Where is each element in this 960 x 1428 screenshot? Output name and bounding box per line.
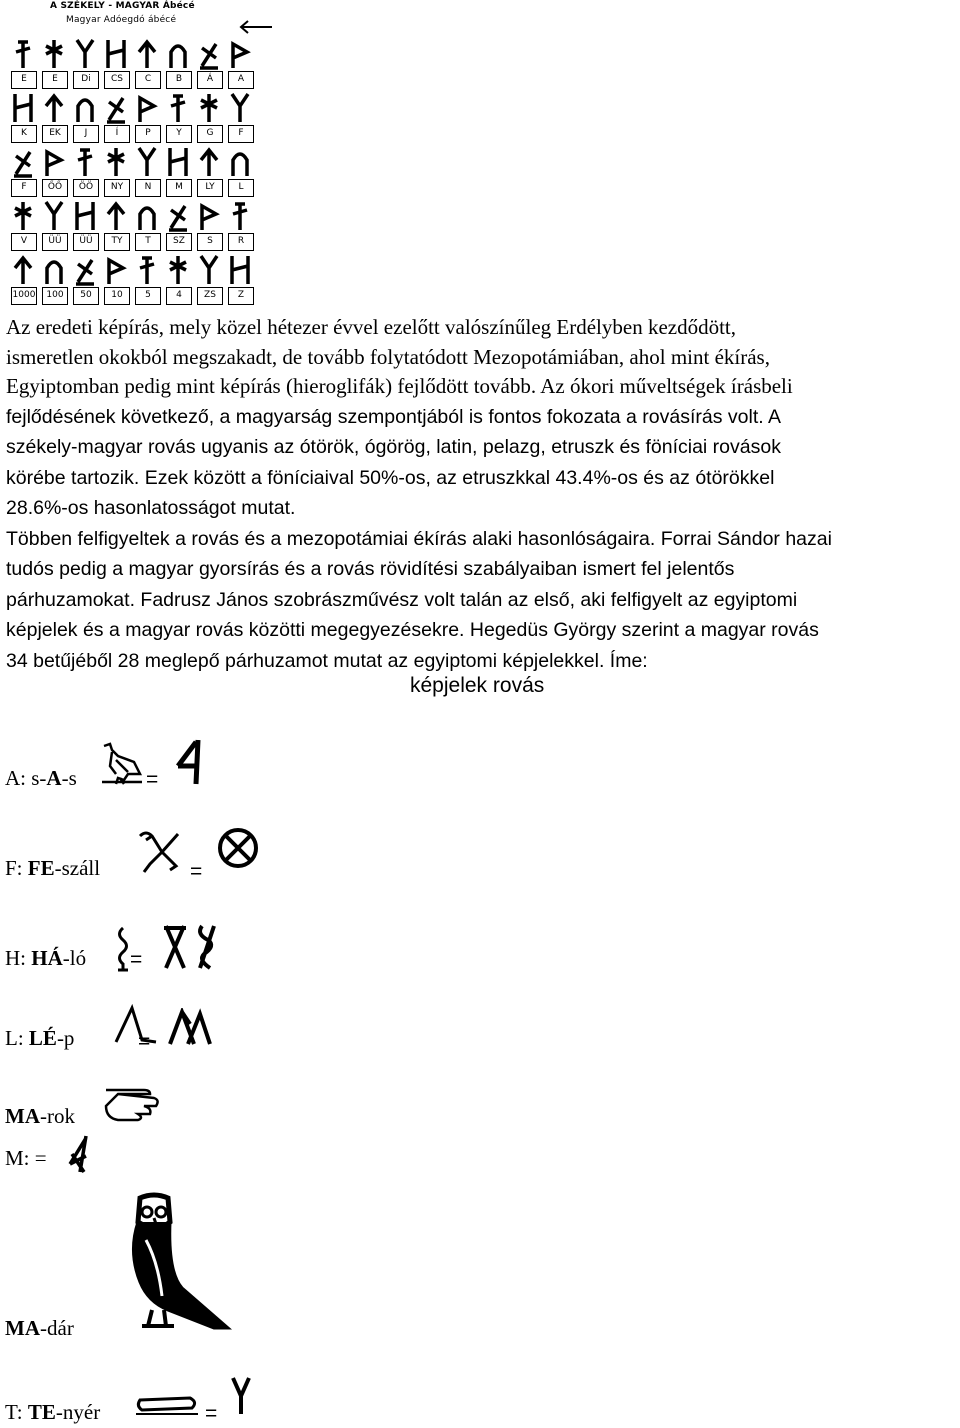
rune-latin-label: 4 xyxy=(166,287,192,305)
rune-latin-label: N xyxy=(135,179,161,197)
rune-chart-cell xyxy=(8,38,38,90)
rune-glyph-icon xyxy=(134,38,160,70)
rune-latin-label: R xyxy=(228,233,254,251)
rune-glyph-icon xyxy=(134,254,160,286)
intro-line: székely-magyar rovás ugyanis az ótörök, ógörög, latin, pelazg, etruszk és föníciai rovások xyxy=(6,436,781,458)
rune-chart-cell xyxy=(163,92,193,144)
rune-chart-row xyxy=(8,146,273,198)
rune-latin-label: E xyxy=(42,71,68,89)
rune-latin-label: Z xyxy=(228,287,254,305)
rune-latin-label: ZS xyxy=(197,287,223,305)
rune-glyph-icon xyxy=(72,254,98,286)
rune-glyph-icon xyxy=(196,92,222,124)
rune-latin-label: E xyxy=(11,71,37,89)
owl-hieroglyph-icon xyxy=(118,1192,238,1330)
rune-latin-label: B xyxy=(166,71,192,89)
rune-glyph-icon xyxy=(165,254,191,286)
equals-sign: = xyxy=(146,768,159,791)
rune-chart-row xyxy=(8,92,273,144)
rune-chart-cell xyxy=(194,92,224,144)
intro-line: Többen felfigyeltek a rovás és a mezopotámiai ékírás alaki hasonlóságaira. Forrai Sándor hazai xyxy=(6,527,832,550)
rune-chart-cell xyxy=(39,92,69,144)
rune-latin-label: Í xyxy=(104,125,130,143)
intro-line: fejlődésének következő, a magyarság szempontjából is fontos fokozata a rovásírás volt. A xyxy=(6,405,782,428)
rune-latin-label: 50 xyxy=(73,287,99,305)
rune-chart-cell xyxy=(39,146,69,198)
rune-latin-label: V xyxy=(11,233,37,251)
rune-glyph-icon xyxy=(227,254,253,286)
intro-line: ismeretlen okokból megszakadt, de tovább folytatódott Mezopotámiában, ahol mint ékírás, xyxy=(6,344,770,369)
rune-chart-cell xyxy=(225,38,255,90)
rune-glyph-icon xyxy=(41,38,67,70)
rune-latin-label: 5 xyxy=(135,287,161,305)
rune-glyph-icon xyxy=(196,200,222,232)
foot-hieroglyph-icon xyxy=(112,1004,158,1046)
rune-latin-label: S xyxy=(197,233,223,251)
rune-latin-label: CS xyxy=(104,71,130,89)
chart-heading: A SZÉKELY - MAGYAR Ábécé xyxy=(50,1,195,11)
rune-glyph-icon xyxy=(196,38,222,70)
rune-chart-cell xyxy=(132,254,162,306)
rune-glyph-icon xyxy=(165,92,191,124)
chart-subheading: Magyar Adóegdó ábécé xyxy=(66,15,177,25)
left-arrow-icon xyxy=(238,20,274,34)
rune-chart-cell xyxy=(132,92,162,144)
pair-a-label: A: s-A-s xyxy=(5,766,77,790)
pair-m-label: M: = xyxy=(5,1146,47,1170)
rune-chart-cell xyxy=(101,146,131,198)
rune-glyph-icon xyxy=(41,92,67,124)
rune-latin-label: Á xyxy=(197,71,223,89)
rune-latin-label: LY xyxy=(197,179,223,197)
rune-a-icon xyxy=(172,738,206,788)
intro-line: képjelek és a magyar rovás közötti megegyezésekre. Hegedüs György szerint a magyar rovás xyxy=(6,619,819,641)
rune-chart-cell xyxy=(8,254,38,306)
rune-glyph-icon xyxy=(134,92,160,124)
rune-chart-cell xyxy=(70,146,100,198)
rune-chart-cell xyxy=(163,200,193,252)
column-headers xyxy=(410,674,544,698)
rune-glyph-icon xyxy=(165,200,191,232)
rune-latin-label: 100 xyxy=(42,287,68,305)
intro-line: Az eredeti képírás, mely közel hétezer évvel ezelőtt valószínűleg Erdélyben kezdődött, xyxy=(6,315,737,339)
rune-chart-cell xyxy=(39,200,69,252)
rune-glyph-icon xyxy=(227,38,253,70)
rune-chart-cell xyxy=(163,146,193,198)
intro-line: párhuzamokat. Fadrusz János szobrászművész volt talán az első, aki felfigyelt az egyiptomi xyxy=(6,588,798,611)
rune-chart-cell xyxy=(225,200,255,252)
flying-bird-hieroglyph-icon xyxy=(136,830,182,874)
rune-chart-cell xyxy=(70,38,100,90)
equals-sign: = xyxy=(130,948,143,971)
pair-marok-label: MA-rok xyxy=(5,1104,75,1128)
hand-hieroglyph-icon xyxy=(104,1084,160,1124)
rune-latin-label: ŐŐ xyxy=(42,179,68,197)
rune-latin-label: NY xyxy=(104,179,130,197)
rune-chart-cell xyxy=(132,200,162,252)
column-header-runes: rovás xyxy=(492,674,545,697)
column-header-hieroglyphs: képjelek xyxy=(410,674,488,697)
rune-latin-label: A xyxy=(228,71,254,89)
rune-latin-label: EK xyxy=(42,125,68,143)
rune-latin-label: TY xyxy=(104,233,130,251)
rune-glyph-icon xyxy=(227,200,253,232)
intro-line: 34 betűjéből 28 meglepő párhuzamot mutat az egyiptomi képjelekkel. Íme: xyxy=(6,649,648,672)
rune-chart-cell xyxy=(70,200,100,252)
rune-glyph-icon xyxy=(10,146,36,178)
rune-glyph-icon xyxy=(103,146,129,178)
pair-f-label: F: FE-száll xyxy=(5,856,101,880)
rune-glyph-icon xyxy=(72,92,98,124)
pair-t-label: T: TE-nyér xyxy=(5,1400,101,1424)
rune-glyph-icon xyxy=(72,38,98,70)
rune-chart-cell xyxy=(194,146,224,198)
rune-chart-cell xyxy=(8,200,38,252)
rune-h-icon xyxy=(162,924,222,970)
rune-glyph-icon xyxy=(134,200,160,232)
equals-sign: = xyxy=(205,1402,218,1425)
bread-loaf-hieroglyph-icon xyxy=(134,1392,200,1418)
rune-latin-label: 10 xyxy=(104,287,130,305)
rune-t-icon xyxy=(230,1376,252,1416)
rune-glyph-icon xyxy=(103,200,129,232)
rune-latin-label: G xyxy=(197,125,223,143)
rune-glyph-icon xyxy=(134,146,160,178)
rune-glyph-icon xyxy=(10,200,36,232)
rune-glyph-icon xyxy=(10,92,36,124)
rune-chart-cell xyxy=(70,92,100,144)
rune-chart-cell xyxy=(132,38,162,90)
rune-chart-cell xyxy=(194,200,224,252)
pair-h-label: H: HÁ-ló xyxy=(5,946,87,970)
rune-chart-cell xyxy=(101,92,131,144)
rune-l-icon xyxy=(168,1008,212,1046)
rune-m-icon xyxy=(66,1134,92,1174)
rune-chart-cell xyxy=(101,200,131,252)
rune-chart-cell xyxy=(225,92,255,144)
rune-latin-label: P xyxy=(135,125,161,143)
rune-glyph-icon xyxy=(10,254,36,286)
rune-glyph-icon xyxy=(227,92,253,124)
equals-sign: = xyxy=(138,1030,151,1053)
rune-latin-label: K xyxy=(11,125,37,143)
rune-latin-label: M xyxy=(166,179,192,197)
rune-f-icon xyxy=(216,826,260,870)
rune-glyph-icon xyxy=(103,254,129,286)
rune-latin-label: C xyxy=(135,71,161,89)
vulture-hieroglyph-icon xyxy=(98,742,144,786)
rune-chart-cell xyxy=(39,254,69,306)
rune-latin-label: ÖÖ xyxy=(73,179,99,197)
equals-sign: = xyxy=(190,860,203,883)
rune-glyph-icon xyxy=(196,254,222,286)
rune-chart-cell xyxy=(194,38,224,90)
rune-chart-cell xyxy=(194,254,224,306)
rune-glyph-icon xyxy=(227,146,253,178)
rune-latin-label: F xyxy=(11,179,37,197)
rune-glyph-icon xyxy=(165,146,191,178)
rune-glyph-icon xyxy=(72,200,98,232)
pair-l-label: L: LÉ-p xyxy=(5,1026,75,1050)
rune-glyph-icon xyxy=(41,254,67,286)
intro-line: körébe tartozik. Ezek között a föníciaival 50%-os, az etruszkkal 43.4%-os és az ótörökkel xyxy=(6,466,775,489)
rune-glyph-icon xyxy=(72,146,98,178)
rune-chart-cell xyxy=(225,146,255,198)
rune-glyph-icon xyxy=(103,92,129,124)
rune-latin-label: F xyxy=(228,125,254,143)
rune-latin-label: Di xyxy=(73,71,99,89)
rune-glyph-icon xyxy=(165,38,191,70)
rune-chart-cell xyxy=(8,146,38,198)
rune-latin-label: SZ xyxy=(166,233,192,251)
rune-chart-cell xyxy=(163,254,193,306)
rune-chart-row xyxy=(8,254,273,306)
rune-latin-label: J xyxy=(73,125,99,143)
intro-line: tudós pedig a magyar gyorsírás és a rovás rövidítési szabályaiban ismert fel jelentős xyxy=(6,558,735,580)
intro-paragraph xyxy=(6,313,960,676)
rune-latin-label: L xyxy=(228,179,254,197)
rune-latin-label: Y xyxy=(166,125,192,143)
rune-latin-label: ÜÜ xyxy=(73,233,99,251)
rune-glyph-icon xyxy=(41,200,67,232)
rune-latin-label: 1000 xyxy=(11,287,37,305)
intro-line: 28.6%-os hasonlatosságot mutat. xyxy=(6,497,296,519)
rune-glyph-icon xyxy=(196,146,222,178)
rune-chart-row xyxy=(8,200,273,252)
rune-latin-label: T xyxy=(135,233,161,251)
rune-glyph-icon xyxy=(103,38,129,70)
rune-latin-label: ÜÜ xyxy=(42,233,68,251)
rune-chart-cell xyxy=(132,146,162,198)
rune-glyph-icon xyxy=(10,38,36,70)
rune-chart-cell xyxy=(225,254,255,306)
rune-chart-cell xyxy=(8,92,38,144)
rune-chart-cell xyxy=(39,38,69,90)
pair-madar-label: MA-dár xyxy=(5,1316,74,1340)
rune-chart-cell xyxy=(163,38,193,90)
rune-chart-cell xyxy=(101,254,131,306)
rune-chart-row xyxy=(8,38,273,90)
intro-line: Egyiptomban pedig mint képírás (hieroglifák) fejlődött tovább. Az ókori műveltségek írásbeli xyxy=(6,374,793,398)
rune-chart-cell xyxy=(101,38,131,90)
rune-glyph-icon xyxy=(41,146,67,178)
runic-alphabet-chart xyxy=(0,0,300,310)
rune-chart-cell xyxy=(70,254,100,306)
